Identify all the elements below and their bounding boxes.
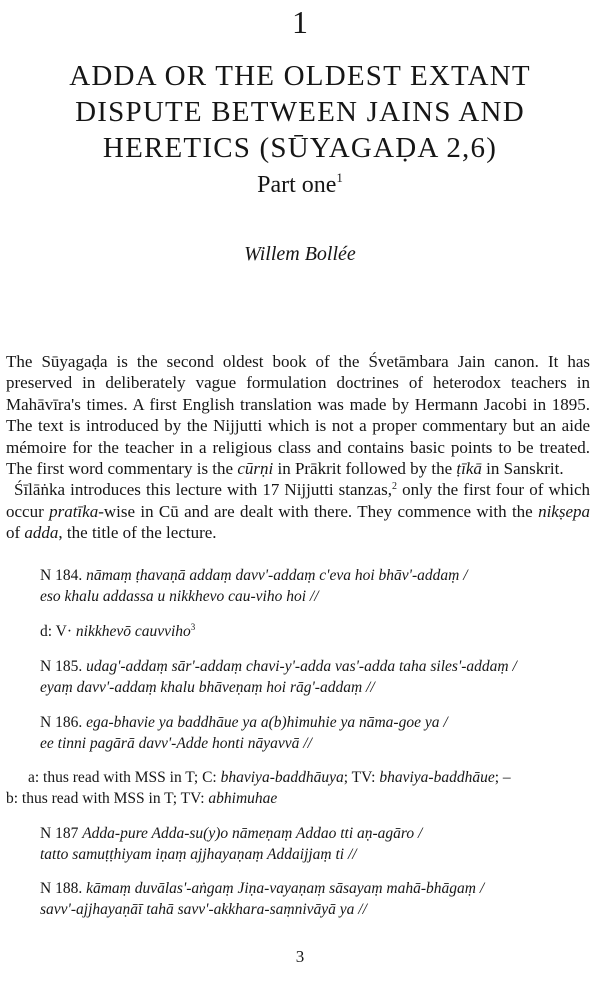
- paragraph: Śīlāṅka introduces this lecture with 17 Nijjutti stanzas,$^2$ only the first four of which occur pratīka-wise in Cū and are dealt with there. They commence with the nikṣepa of adda, the title of the lecture.: [6, 480, 591, 543]
- verse-line: kāmaṃ duvālas'-aṅgaṃ Jiṇa-vayaṇaṃ sāsayaṃ mahā-bhāgaṃ /: [86, 880, 485, 897]
- title-line: DISPUTE BETWEEN JAINS AND: [75, 96, 525, 128]
- verse-label: N 188.: [40, 880, 87, 897]
- footnote-marker: 1: [336, 170, 343, 185]
- chapter-title: [0, 58, 600, 166]
- verse-line: eyaṃ davv'-addaṃ khalu bhāveṇaṃ hoi rāg'-addaṃ //: [40, 679, 375, 696]
- verse-line: eso khalu addassa u nikkhevo cau-viho hoi //: [40, 588, 319, 605]
- verse-label: N 185.: [40, 658, 87, 675]
- footnote-marker: 3: [190, 622, 196, 632]
- verse-n187: [40, 823, 590, 865]
- verse-line: tatto samuṭṭhiyam iṇaṃ ajjhayaṇaṃ Addaijjaṃ ti //: [40, 846, 357, 863]
- footnote-marker: 2: [392, 481, 397, 493]
- verse-line: Adda-pure Adda-su(y)o nāmeṇaṃ Addao tti aṇ-agāro /: [82, 825, 423, 842]
- subtitle: [0, 170, 600, 200]
- paragraph: The Sūyagaḍa is the second oldest book of the Śvetāmbara Jain canon. It has preserved in deliberately vague formulation doctrines of heterodox teachers in Mahāvīra's times. A first English translation was made by Hermann Jacobi in 1895. The text is introduced by the Nijjutti which is not a proper commentary but an aide mémoire for the teacher in a religious class and contains basic points to be treated. The first word commentary is the cūrṇi in Prākrit followed by the ṭīkā in Sanskrit.: [6, 352, 590, 479]
- verse-label: N 187: [40, 825, 83, 842]
- intro-text: [6, 351, 590, 544]
- verse-line: nāmaṃ ṭhavaṇā addaṃ davv'-addaṃ c'eva hoi bhāv'-addaṃ /: [86, 567, 468, 584]
- verse-line: savv'-ajjhayaṇāī tahā savv'-akkhara-saṃnivāyā ya //: [40, 901, 367, 918]
- verse-line: nikkhevō cauvviho: [75, 623, 191, 640]
- verse-n185: [40, 656, 590, 698]
- verse-label: N 186.: [40, 714, 87, 731]
- verse-label: N 184.: [40, 567, 87, 584]
- verse-n188: [40, 878, 590, 920]
- chapter-number: 1: [292, 4, 308, 40]
- title-line: ADDA OR THE OLDEST EXTANT: [69, 60, 531, 92]
- author-name: Willem Bollée: [244, 243, 356, 265]
- verse-n184: [40, 565, 590, 607]
- subtitle-text: Part one: [257, 172, 337, 198]
- verse-line: ega-bhavie ya baddhāue ya a(b)himuhie ya nāma-goe ya /: [86, 714, 448, 731]
- page-number: 3: [295, 947, 305, 966]
- title-line: HERETICS (SŪYAGAḌA 2,6): [102, 132, 498, 164]
- verse-n186: [40, 712, 590, 754]
- verse-line: udag'-addaṃ sār'-addaṃ chavi-y'-adda vas'-adda taha siles'-addaṃ /: [86, 658, 517, 675]
- verse-variant-d: [40, 621, 590, 642]
- verse-line: ee tinni pagārā davv'-Adde honti nāyavvā //: [40, 735, 312, 752]
- verse-label: d: V·: [40, 623, 76, 640]
- textual-note: a: thus read with MSS in T; C: bhaviya-baddhāuya; TV: bhaviya-baddhāue; – b: thus read with MSS in T; TV: abhimuhae: [6, 769, 511, 807]
